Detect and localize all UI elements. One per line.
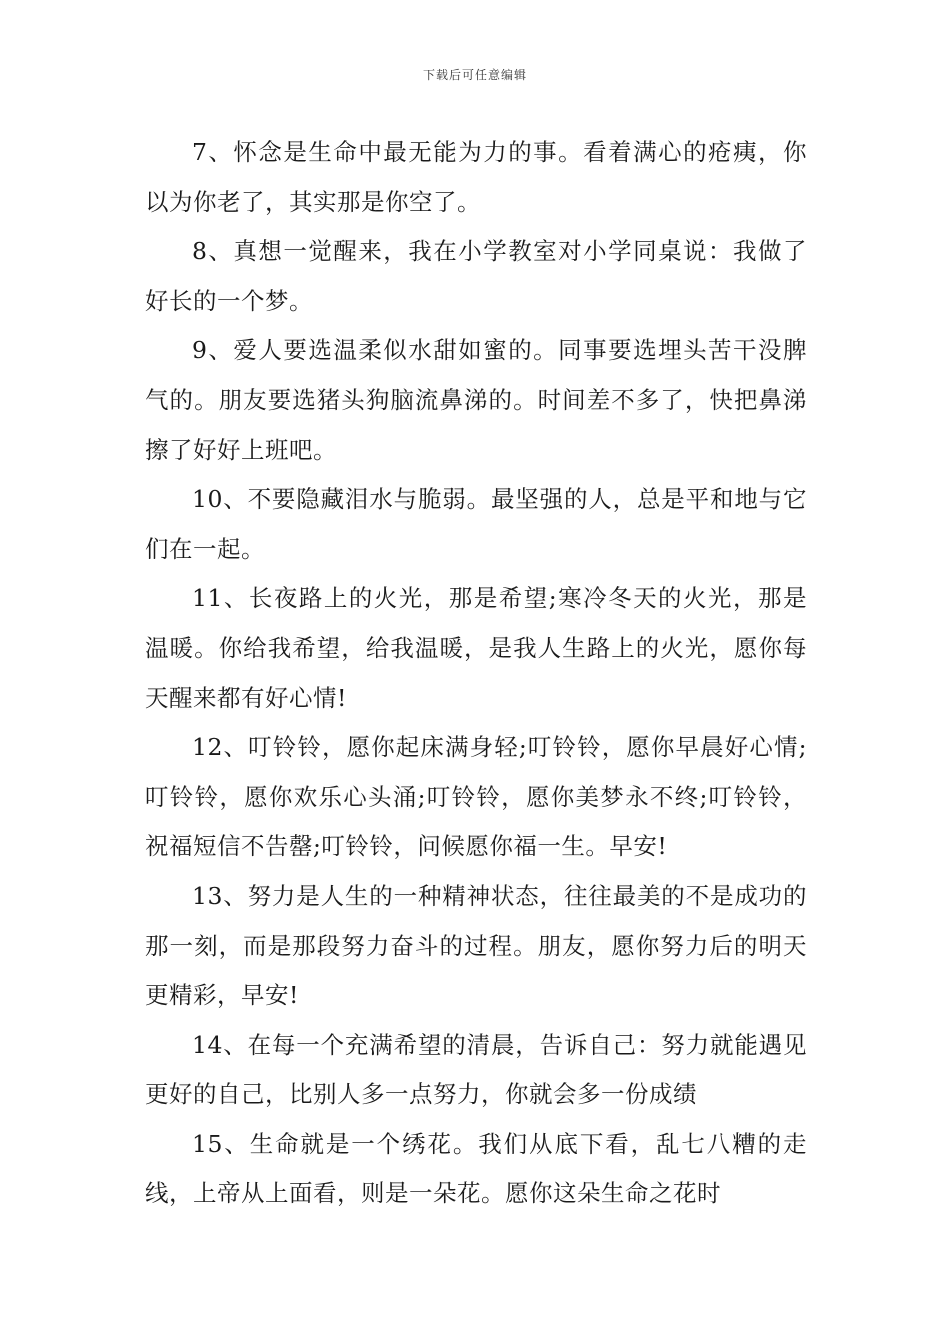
- paragraph-7: 7、怀念是生命中最无能为力的事。看着满心的疮痍，你以为你老了，其实那是你空了。: [145, 138, 807, 216]
- paragraph-10: 10、不要隐藏泪水与脆弱。最坚强的人，总是平和地与它们在一起。: [145, 485, 807, 563]
- paragraph-12: 12、叮铃铃，愿你起床满身轻;叮铃铃，愿你早晨好心情;叮铃铃，愿你欢乐心头涌;叮铃铃，愿你美梦永不终;叮铃铃，祝福短信不告罄;叮铃铃，问候愿你福一生。早安!: [145, 733, 807, 861]
- header-note: 下载后可任意编辑: [422, 68, 527, 82]
- paragraph-9: 9、爱人要选温柔似水甜如蜜的。同事要选埋头苦干没脾气的。朋友要选猪头狗脑流鼻涕的。时间差不多了，快把鼻涕擦了好好上班吧。: [145, 336, 807, 464]
- document-body: [145, 128, 807, 1219]
- paragraph-11: 11、长夜路上的火光，那是希望;寒冷冬天的火光，那是温暖。你给我希望，给我温暖，是我人生路上的火光，愿你每天醒来都有好心情!: [145, 584, 807, 712]
- paragraph-13: 13、努力是人生的一种精神状态，往往最美的不是成功的那一刻，而是那段努力奋斗的过程。朋友，愿你努力后的明天更精彩，早安!: [145, 881, 807, 1010]
- paragraph-14: 14、在每一个充满希望的清晨，告诉自己：努力就能遇见更好的自己，比别人多一点努力，你就会多一份成绩: [145, 1030, 807, 1109]
- paragraph-15: 15、生命就是一个绣花。我们从底下看，乱七八糟的走线，上帝从上面看，则是一朵花。愿你这朵生命之花时: [145, 1129, 807, 1208]
- paragraph-8: 8、真想一觉醒来，我在小学教室对小学同桌说：我做了好长的一个梦。: [145, 237, 807, 315]
